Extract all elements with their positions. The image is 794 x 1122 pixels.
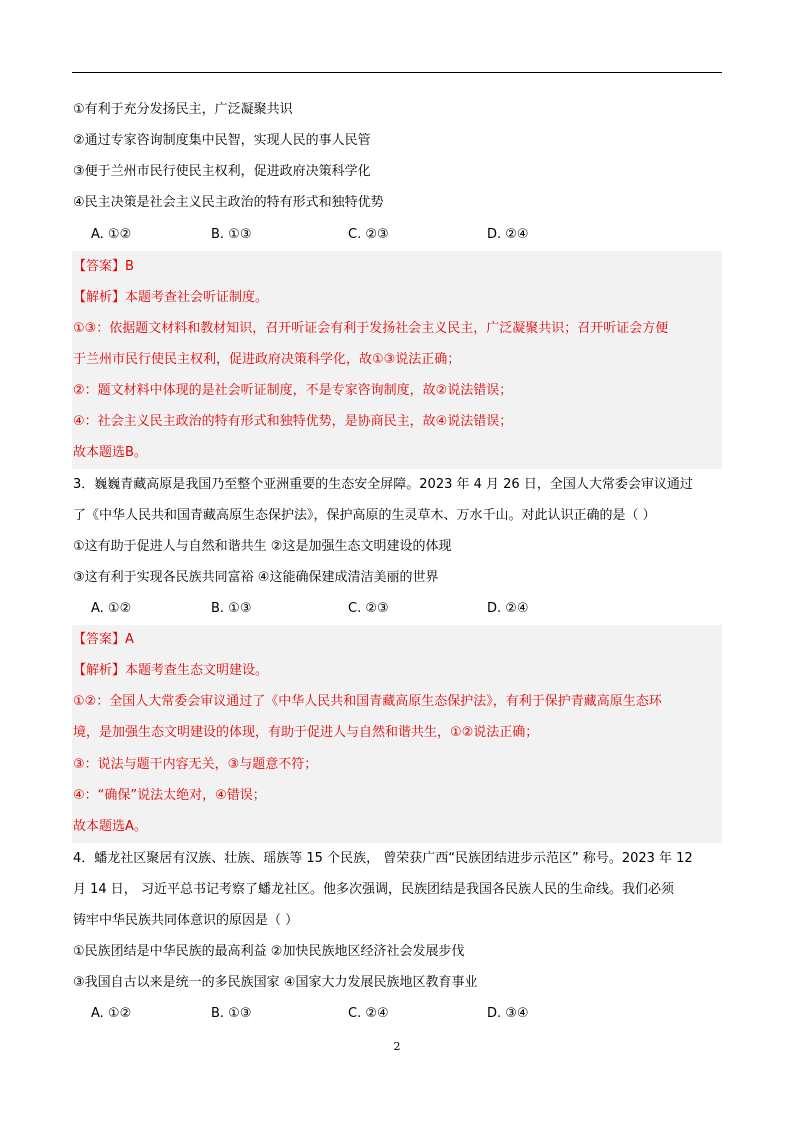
- q2-option-c: C. ②③: [348, 227, 389, 242]
- q3-stem-1: 3．巍巍青藏高原是我国乃至整个亚洲重要的生态安全屏障。2023 年 4 月 26 日，全国人大常委会审议通过: [73, 477, 693, 492]
- q2-answer: 【答案】B: [73, 259, 134, 274]
- q2-item-3: ③便于兰州市民行使民主权利，促进政府决策科学化: [73, 164, 371, 179]
- q3-option-b: B. ①③: [211, 601, 252, 616]
- q3-analysis-5: ④：“确保”说法太绝对，④错误；: [73, 788, 266, 803]
- q3-analysis-4: ③：说法与题干内容无关，③与题意不符；: [73, 757, 318, 772]
- q4-option-b: B. ①③: [211, 1006, 252, 1021]
- q4-stem-2: 月 14 日， 习近平总书记考察了蟠龙社区。他多次强调，民族团结是我国各民族人民的生命线。我们必须: [73, 882, 674, 897]
- q2-analysis-4: ②：题文材料中体现的是社会听证制度，不是专家咨询制度，故②说法错误；: [73, 383, 513, 398]
- q4-item-1: ①民族团结是中华民族的最高利益 ②加快民族地区经济社会发展步伐: [73, 944, 465, 959]
- q3-analysis-3: 境，是加强生态文明建设的体现，有助于促进人与自然和谐共生，①②说法正确；: [73, 725, 539, 740]
- q4-option-a: A. ①②: [91, 1006, 132, 1021]
- q2-analysis-5: ④：社会主义民主政治的特有形式和独特优势，是协商民主，故④说法错误；: [73, 414, 513, 429]
- q3-item-2: ③这有利于实现各民族共同富裕 ④这能确保建成清洁美丽的世界: [73, 570, 439, 585]
- q2-item-1: ①有利于充分发扬民主，广泛凝聚共识: [73, 102, 293, 117]
- q3-analysis-2: ①②：全国人大常委会审议通过了《中华人民共和国青藏高原生态保护法》，有利于保护青藏高原生态环: [73, 694, 662, 709]
- q2-option-b: B. ①③: [211, 227, 252, 242]
- q3-analysis-6: 故本题选A。: [73, 819, 147, 834]
- page-number: 2: [393, 1040, 401, 1053]
- q2-option-a: A. ①②: [91, 227, 132, 242]
- q4-stem-3: 铸牢中华民族共同体意识的原因是（ ）: [73, 913, 299, 928]
- q4-option-c: C. ②④: [348, 1006, 389, 1021]
- q2-item-2: ②通过专家咨询制度集中民智，实现人民的事人民管: [73, 133, 371, 148]
- q3-stem-2: 了《中华人民共和国青藏高原生态保护法》，保护高原的生灵草木、万水千山。对此认识正确的是（ ）: [73, 508, 656, 523]
- q4-stem-1: 4．蟠龙社区聚居有汉族、壮族、瑶族等 15 个民族， 曾荣获广西“民族团结进步示范区” 称号。2023 年 12: [73, 851, 693, 866]
- q2-option-d: D. ②④: [487, 227, 529, 242]
- header-rule: [72, 72, 722, 73]
- q2-analysis-1: 【解析】本题考查社会听证制度。: [73, 290, 269, 305]
- q3-option-a: A. ①②: [91, 601, 132, 616]
- q4-item-2: ③我国自古以来是统一的多民族国家 ④国家大力发展民族地区教育事业: [73, 975, 478, 990]
- q3-answer: 【答案】A: [73, 632, 134, 647]
- q3-option-c: C. ②③: [348, 601, 389, 616]
- q2-analysis-6: 故本题选B。: [73, 445, 147, 460]
- q3-option-d: D. ②④: [487, 601, 529, 616]
- q4-option-d: D. ③④: [487, 1006, 529, 1021]
- q3-item-1: ①这有助于促进人与自然和谐共生 ②这是加强生态文明建设的体现: [73, 539, 452, 554]
- q2-analysis-3: 于兰州市民行使民主权利，促进政府决策科学化，故①③说法正确；: [73, 352, 461, 367]
- q3-analysis-1: 【解析】本题考查生态文明建设。: [73, 663, 269, 678]
- q2-item-4: ④民主决策是社会主义民主政治的特有形式和独特优势: [73, 195, 384, 210]
- q2-analysis-2: ①③：依据题文材料和教材知识，召开听证会有利于发扬社会主义民主，广泛凝聚共识；召开听证会方便: [73, 321, 669, 336]
